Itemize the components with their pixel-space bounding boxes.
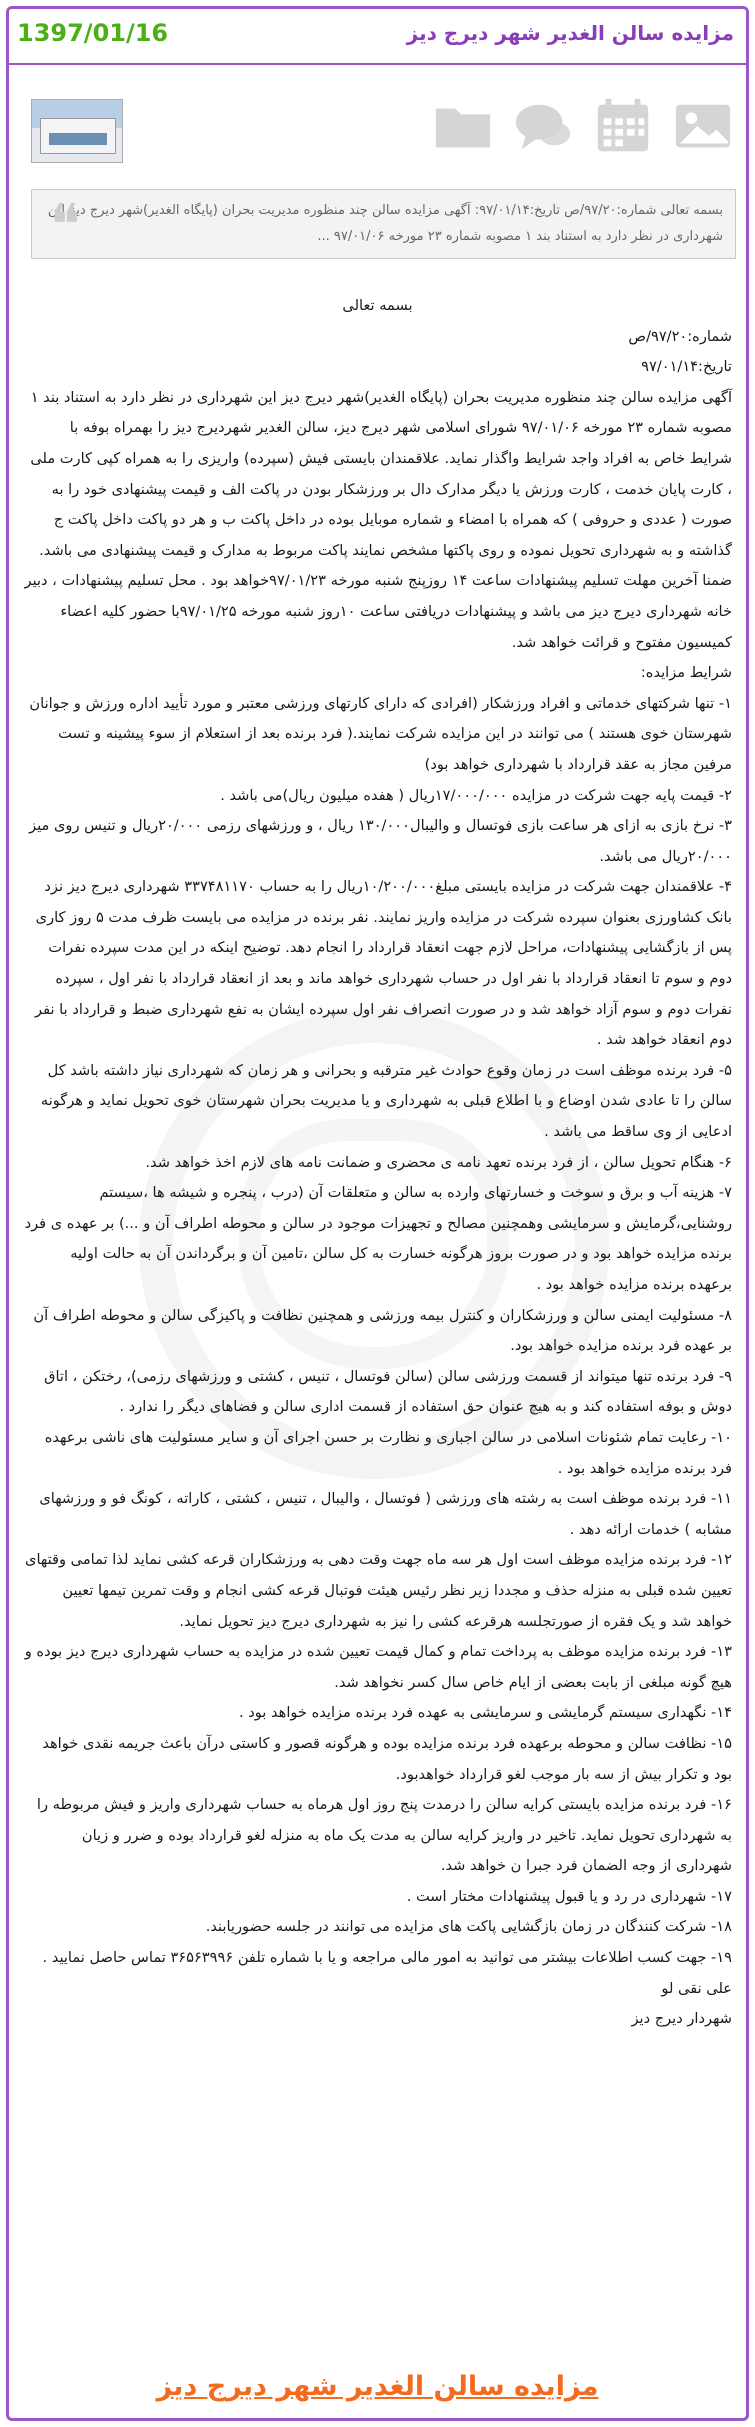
quote-icon: ❝ xyxy=(50,193,81,258)
image-icon[interactable] xyxy=(672,95,734,157)
condition-item: ۱۷- شهرداری در رد و یا قبول پیشنهادات مختار است . xyxy=(406,1887,732,1905)
summary-text: بسمه تعالی شماره:۹۷/۲۰/ص تاریخ:۹۷/۰۱/۱۴: آگهی مزایده سالن چند منظوره مدیریت بحران (پایگاه الغدیر)شهر دیرج دیز این شهرداری در نظر دارد به استناد بند ۱ مصوبه شماره ۲۳ مورخه ۹۷/۰۱/۰۶ ... xyxy=(47,203,723,244)
building-thumbnail[interactable] xyxy=(31,99,123,163)
header-date: 1397/01/16 xyxy=(17,19,169,47)
condition-item: ۱۱- فرد برنده موظف است به رشته های ورزشی ( فوتسال ، والیبال ، تنیس ، کشتی ، کاراته ، کونگ فو و ورزشهای مشابه ) خدمات ارائه دهد . xyxy=(39,1490,732,1538)
header-bar xyxy=(9,9,746,65)
calendar-icon[interactable] xyxy=(592,95,654,157)
icon-row xyxy=(432,95,734,165)
condition-item: ۱۴- نگهداری سیستم گرمایشی و سرمایشی به عهده فرد برنده مزایده خواهد بود . xyxy=(238,1704,732,1722)
condition-item: ۱۲- فرد برنده مزایده موظف است اول هر سه ماه جهت وقت دهی به ورزشکاران قرعه کشی نماید لذا تمامی وقتهای تعیین شده قبلی به منزله حذف و مجددا زیر نظر رئیس هیئت فوتبال قرعه کشی انجام و وقت تمرین تیمها تعیین خواهد شد و یک فقره از صورتجلسه هرقرعه کشی را نیز به شهرداری دیرج دیز تحویل نماید. xyxy=(25,1551,732,1630)
condition-item: ۸- مسئولیت ایمنی سالن و ورزشکاران و کنترل بیمه ورزشی و همچنین نظافت و پاکیزگی سالن و محوطه اطراف آن بر عهده فرد برنده مزایده خواهد بود. xyxy=(33,1306,732,1355)
basmala: بسمه تعالی xyxy=(342,297,413,314)
toolbar xyxy=(9,79,746,169)
condition-item: ۹- فرد برنده تنها میتواند از قسمت ورزشی سالن (سالن فوتسال ، تنیس ، کشتی و ورزشهای رزمی)، رختکن ، اتاق دوش و بوفه استفاده کند و به هیچ عنوان حق استفاده از قسمت اداری سالن و فضاهای دیگر را ندارد . xyxy=(44,1367,732,1416)
condition-item: ۳- نرخ بازی به ازای هر ساعت بازی فوتسال و والیبال۱۳۰/۰۰۰ ریال ، و ورزشهای رزمی ۲۰/۰۰۰ریال و تنیس روی میز ۲۰/۰۰۰ریال می باشد. xyxy=(29,817,732,865)
condition-item: ۱۶- فرد برنده مزایده بایستی کرایه سالن را درمدت پنج روز اول هرماه به حساب شهرداری واریز و فیش مربوطه را به شهرداری تحویل نماید. تاخیر در واریز کرایه سالن به مدت یک ماه به منزله لغو قرارداد بوده و ضرر و زیان شهرداری از وجه الضمان فرد جبرا ن خواهد شد. xyxy=(36,1796,732,1875)
header-title[interactable]: مزایده سالن الغدیر شهر دیرج دیز xyxy=(406,21,734,45)
folder-icon[interactable] xyxy=(432,95,494,157)
signer-name: علی نقی لو xyxy=(661,1979,732,1997)
letter-number: شماره:۹۷/۲۰/ص xyxy=(628,327,732,345)
notice-frame xyxy=(6,6,749,2421)
intro-paragraph: آگهی مزایده سالن چند منظوره مدیریت بحران (پایگاه الغدیر)شهر دیرج دیز این شهرداری در نظر دارد به استناد بند ۱ مصوبه شماره ۲۳ مورخه ۹۷/۰۱/۰۶ شورای اسلامی شهر دیرج دیز، سالن الغدیر شهردیرج دیز را بهمراه بوفه با شرایط خاص به افراد واجد شرایط واگذار نماید. علاقمندان بایستی فیش (سپرده) واریزی را به همراه کپی کارت ملی ، کارت پایان خدمت ، کارت ورزش یا دیگر مدارک دال بر ورزشکار بودن در پاکت الف و قیمت پیشنهادی خود را به صورت ( عددی و حروفی ) که همراه با امضاء و شماره موبایل بوده در داخل پاکت ب و هر دو پاکت داخل پاکت ج گذاشته و به شهرداری تحویل نموده و روی پاکتها مشخص نمایند پاکت مربوط به مدارک و قیمت پیشنهادی می باشد. ضمنا آخرین مهلت تسلیم پیشنهادات ساعت ۱۴ روزپنج شنبه مورخه ۹۷/۰۱/۲۳خواهد بود . محل تسلیم پیشنهادات ، دبیر خانه شهرداری دیرج دیز می باشد و پیشنهادات دریافتی ساعت ۱۰روز شنبه مورخه ۹۷/۰۱/۲۵با حضور کلیه اعضاء کمیسیون مفتوح و قرائت خواهد شد. xyxy=(24,388,732,651)
conditions-list xyxy=(23,689,732,1974)
condition-item: ۷- هزینه آب و برق و سوخت و خسارتهای وارده به سالن و متعلقات آن (درب ، پنجره و شیشه ها ،سیستم روشنایی،گرمایش و سرمایشی وهمچنین مصالح و تجهیزات موجود در سالن و محوطه اطراف آن و ...) بر عهده ی فرد برنده مزایده خواهد بود و در صورت بروز هرگونه خسارت به کل سالن ،تامین آن و برگرداندن آن به حالت اولیه برعهده برنده مزایده خواهد بود . xyxy=(24,1184,732,1293)
condition-item: ۲- قیمت پایه جهت شرکت در مزایده ۱۷/۰۰۰/۰۰۰ریال ( هفده میلیون ریال)می باشد . xyxy=(220,786,732,804)
condition-item: ۱۰- رعایت تمام شئونات اسلامی در سالن اجباری و نظارت بر حسن اجرای آن و سایر مسئولیت های ناشی برعهده فرد برنده مزایده خواهد بود . xyxy=(44,1428,732,1477)
conditions-heading: شرایط مزایده: xyxy=(640,664,732,682)
condition-item: ۱۹- جهت کسب اطلاعات بیشتر می توانید به امور مالی مراجعه و یا با شماره تلفن ۳۶۵۶۳۹۹۶ تماس حاصل نمایید . xyxy=(42,1949,732,1967)
condition-item: ۵- فرد برنده موظف است در زمان وقوع حوادث غیر مترقبه و بحرانی و هر زمان که شهرداری نیاز داشته باشد کل سالن را تا عادی شدن اوضاع و با اطلاع قبلی به شهرداری و یا مدیریت بحران شهرستان خوی تحویل نماید و هرگونه ادعایی از وی ساقط می باشد . xyxy=(40,1061,732,1141)
footer-title[interactable]: مزایده سالن الغدیر شهر دیرج دیز xyxy=(156,2371,599,2402)
summary-box xyxy=(31,189,736,259)
condition-item: ۱۳- فرد برنده مزایده موظف به پرداخت تمام و کمال قیمت تعیین شده در مزایده به حساب شهرداری دیرج دیز بوده و هیچ گونه مبلغی از بابت بعضی از ایام خاص سال کسر نخواهد شد. xyxy=(24,1643,732,1691)
signer-title: شهردار دیرج دیز xyxy=(631,2010,732,2028)
condition-item: ۱- تنها شرکتهای خدماتی و افراد ورزشکار (افرادی که دارای کارتهای ورزشی معتبر و مورد تأیید اداره ورزش و جوانان شهرستان خوی هستند ) می توانند در این مزایده شرکت نمایند.( فرد برنده بعد از استعلام از سوء پیشینه و تست مرفین مجاز به عقد قرارداد با شهرداری خواهد بود) xyxy=(29,694,732,773)
letter-date: تاریخ:۹۷/۰۱/۱۴ xyxy=(641,358,732,376)
condition-item: ۴- علاقمندان جهت شرکت در مزایده بایستی مبلغ۱۰/۲۰۰/۰۰۰ریال را به حساب ۳۳۷۴۸۱۱۷۰ شهرداری دیرج دیز نزد بانک کشاورزی بعنوان سپرده شرکت در مزایده واریز نمایند. نفر برنده در مزایده می بایست ظرف مدت ۵ روز کاری پس از بازگشایی پیشنهادات، مراحل لازم جهت انعقاد قرارداد را انجام دهد. توضیح اینکه در این مدت سپرده نفرات دوم و سوم تا انعقاد قرارداد با نفر اول در حساب شهرداری خواهد ماند و بعد از انعقاد قرارداد با نفر اول ، سپرده نفرات دوم و سوم آزاد خواهد شد و در صورت انصراف نفر اول سپرده ایشان به نفع شهرداری ضبط و قرارداد با نفر دوم انعقاد خواهد شد . xyxy=(35,878,732,1049)
chat-icon[interactable] xyxy=(512,95,574,157)
condition-item: ۶- هنگام تحویل سالن ، از فرد برنده تعهد نامه ی محضری و ضمانت نامه های لازم اخذ خواهد شد. xyxy=(145,1153,732,1171)
condition-item: ۱۵- نظافت سالن و محوطه برعهده فرد برنده مزایده بوده و هرگونه قصور و کاستی درآن باعث جریمه نقدی خواهد بود و تکرار بیش از سه بار موجب لغو قرارداد خواهدبود. xyxy=(42,1734,732,1783)
notice-body xyxy=(23,291,732,2348)
condition-item: ۱۸- شرکت کنندگان در زمان بازگشایی پاکت های مزایده می توانند در جلسه حضوریابند. xyxy=(205,1918,732,1936)
